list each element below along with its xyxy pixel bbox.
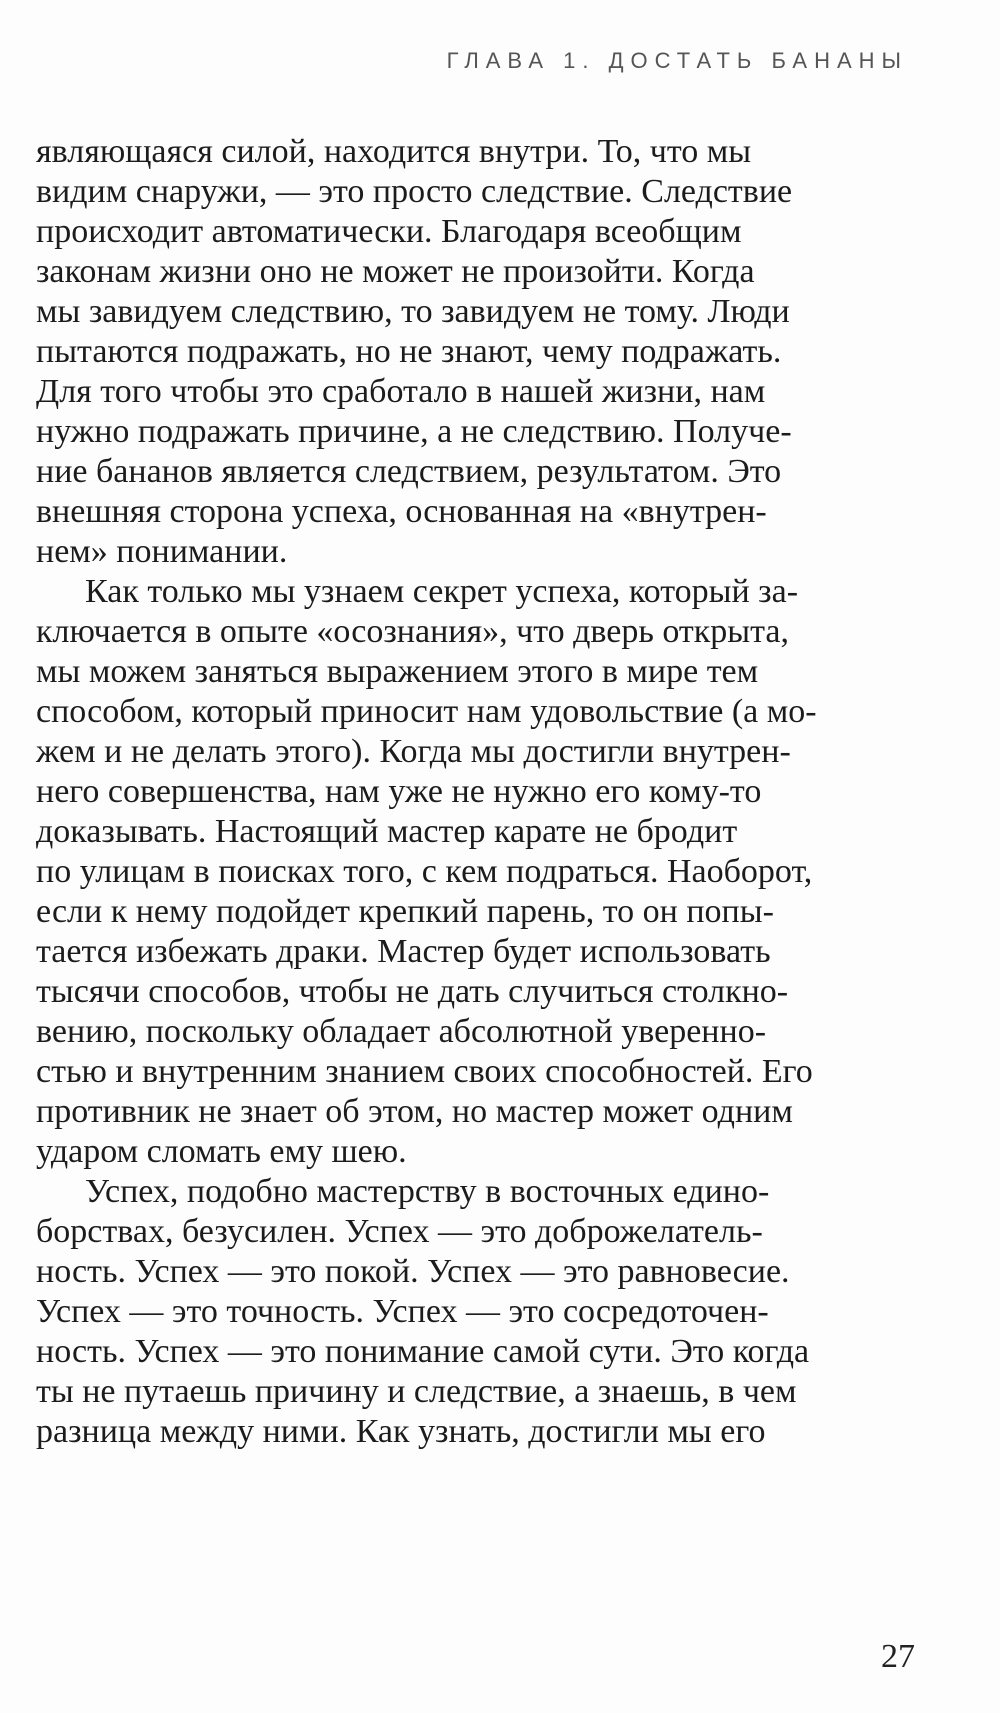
- page-number: 27: [881, 1638, 915, 1675]
- text-line: ние бананов является следствием, результатом. Это: [36, 453, 782, 490]
- text-line: пытаются подражать, но не знают, чему подражать.: [36, 333, 782, 370]
- text-line: ударом сломать ему шею.: [36, 1133, 407, 1170]
- text-line: законам жизни оно не может не произойти. Когда: [36, 253, 755, 290]
- text-line: разница между ними. Как узнать, достигли мы его: [36, 1413, 766, 1450]
- text-line: являющаяся силой, находится внутри. То, что мы: [36, 133, 752, 170]
- text-line: Успех — это точность. Успех — это сосредоточен-: [36, 1293, 769, 1330]
- running-header: ГЛАВА 1. ДОСТАТЬ БАНАНЫ: [446, 48, 908, 73]
- text-line: стью и внутренним знанием своих способностей. Его: [36, 1053, 813, 1090]
- text-line: тысячи способов, чтобы не дать случиться столкно-: [36, 973, 789, 1010]
- text-line: ключается в опыте «осознания», что дверь открыта,: [36, 613, 789, 650]
- text-line: происходит автоматически. Благодаря всеобщим: [36, 213, 742, 250]
- text-line: Для того чтобы это сработало в нашей жизни, нам: [36, 373, 766, 410]
- text-line: нем» понимании.: [36, 533, 288, 570]
- text-line: внешняя сторона успеха, основанная на «внутрен-: [36, 493, 767, 530]
- text-line: противник не знает об этом, но мастер может одним: [36, 1093, 793, 1130]
- text-line: ты не путаешь причину и следствие, а знаешь, в чем: [36, 1373, 797, 1410]
- text-line: способом, который приносит нам удовольствие (а мо-: [36, 693, 817, 730]
- text-line: него совершенства, нам уже не нужно его кому-то: [36, 773, 762, 810]
- text-line: видим снаружи, — это просто следствие. Следствие: [36, 173, 793, 210]
- paragraph-first-line: Успех, подобно мастерству в восточных едино-: [85, 1173, 770, 1210]
- text-line: нужно подражать причине, а не следствию. Получе-: [36, 413, 792, 450]
- text-line: мы завидуем следствию, то завидуем не тому. Люди: [36, 293, 790, 330]
- text-line: по улицам в поисках того, с кем подраться. Наоборот,: [36, 853, 813, 890]
- text-line: тается избежать драки. Мастер будет использовать: [36, 933, 771, 970]
- text-line: ность. Успех — это покой. Успех — это равновесие.: [36, 1253, 790, 1290]
- text-line: ность. Успех — это понимание самой сути. Это когда: [36, 1333, 810, 1370]
- paragraph-first-line: Как только мы узнаем секрет успеха, который за-: [85, 573, 799, 610]
- text-line: жем и не делать этого). Когда мы достигли внутрен-: [36, 733, 791, 770]
- text-line: доказывать. Настоящий мастер карате не бродит: [36, 813, 738, 850]
- text-line: если к нему подойдет крепкий парень, то он попы-: [36, 893, 774, 930]
- text-line: мы можем заняться выражением этого в мире тем: [36, 653, 759, 690]
- text-line: вению, поскольку обладает абсолютной увереннo-: [36, 1013, 767, 1050]
- text-line: борствах, безусилен. Успех — это доброжелатель-: [36, 1213, 763, 1250]
